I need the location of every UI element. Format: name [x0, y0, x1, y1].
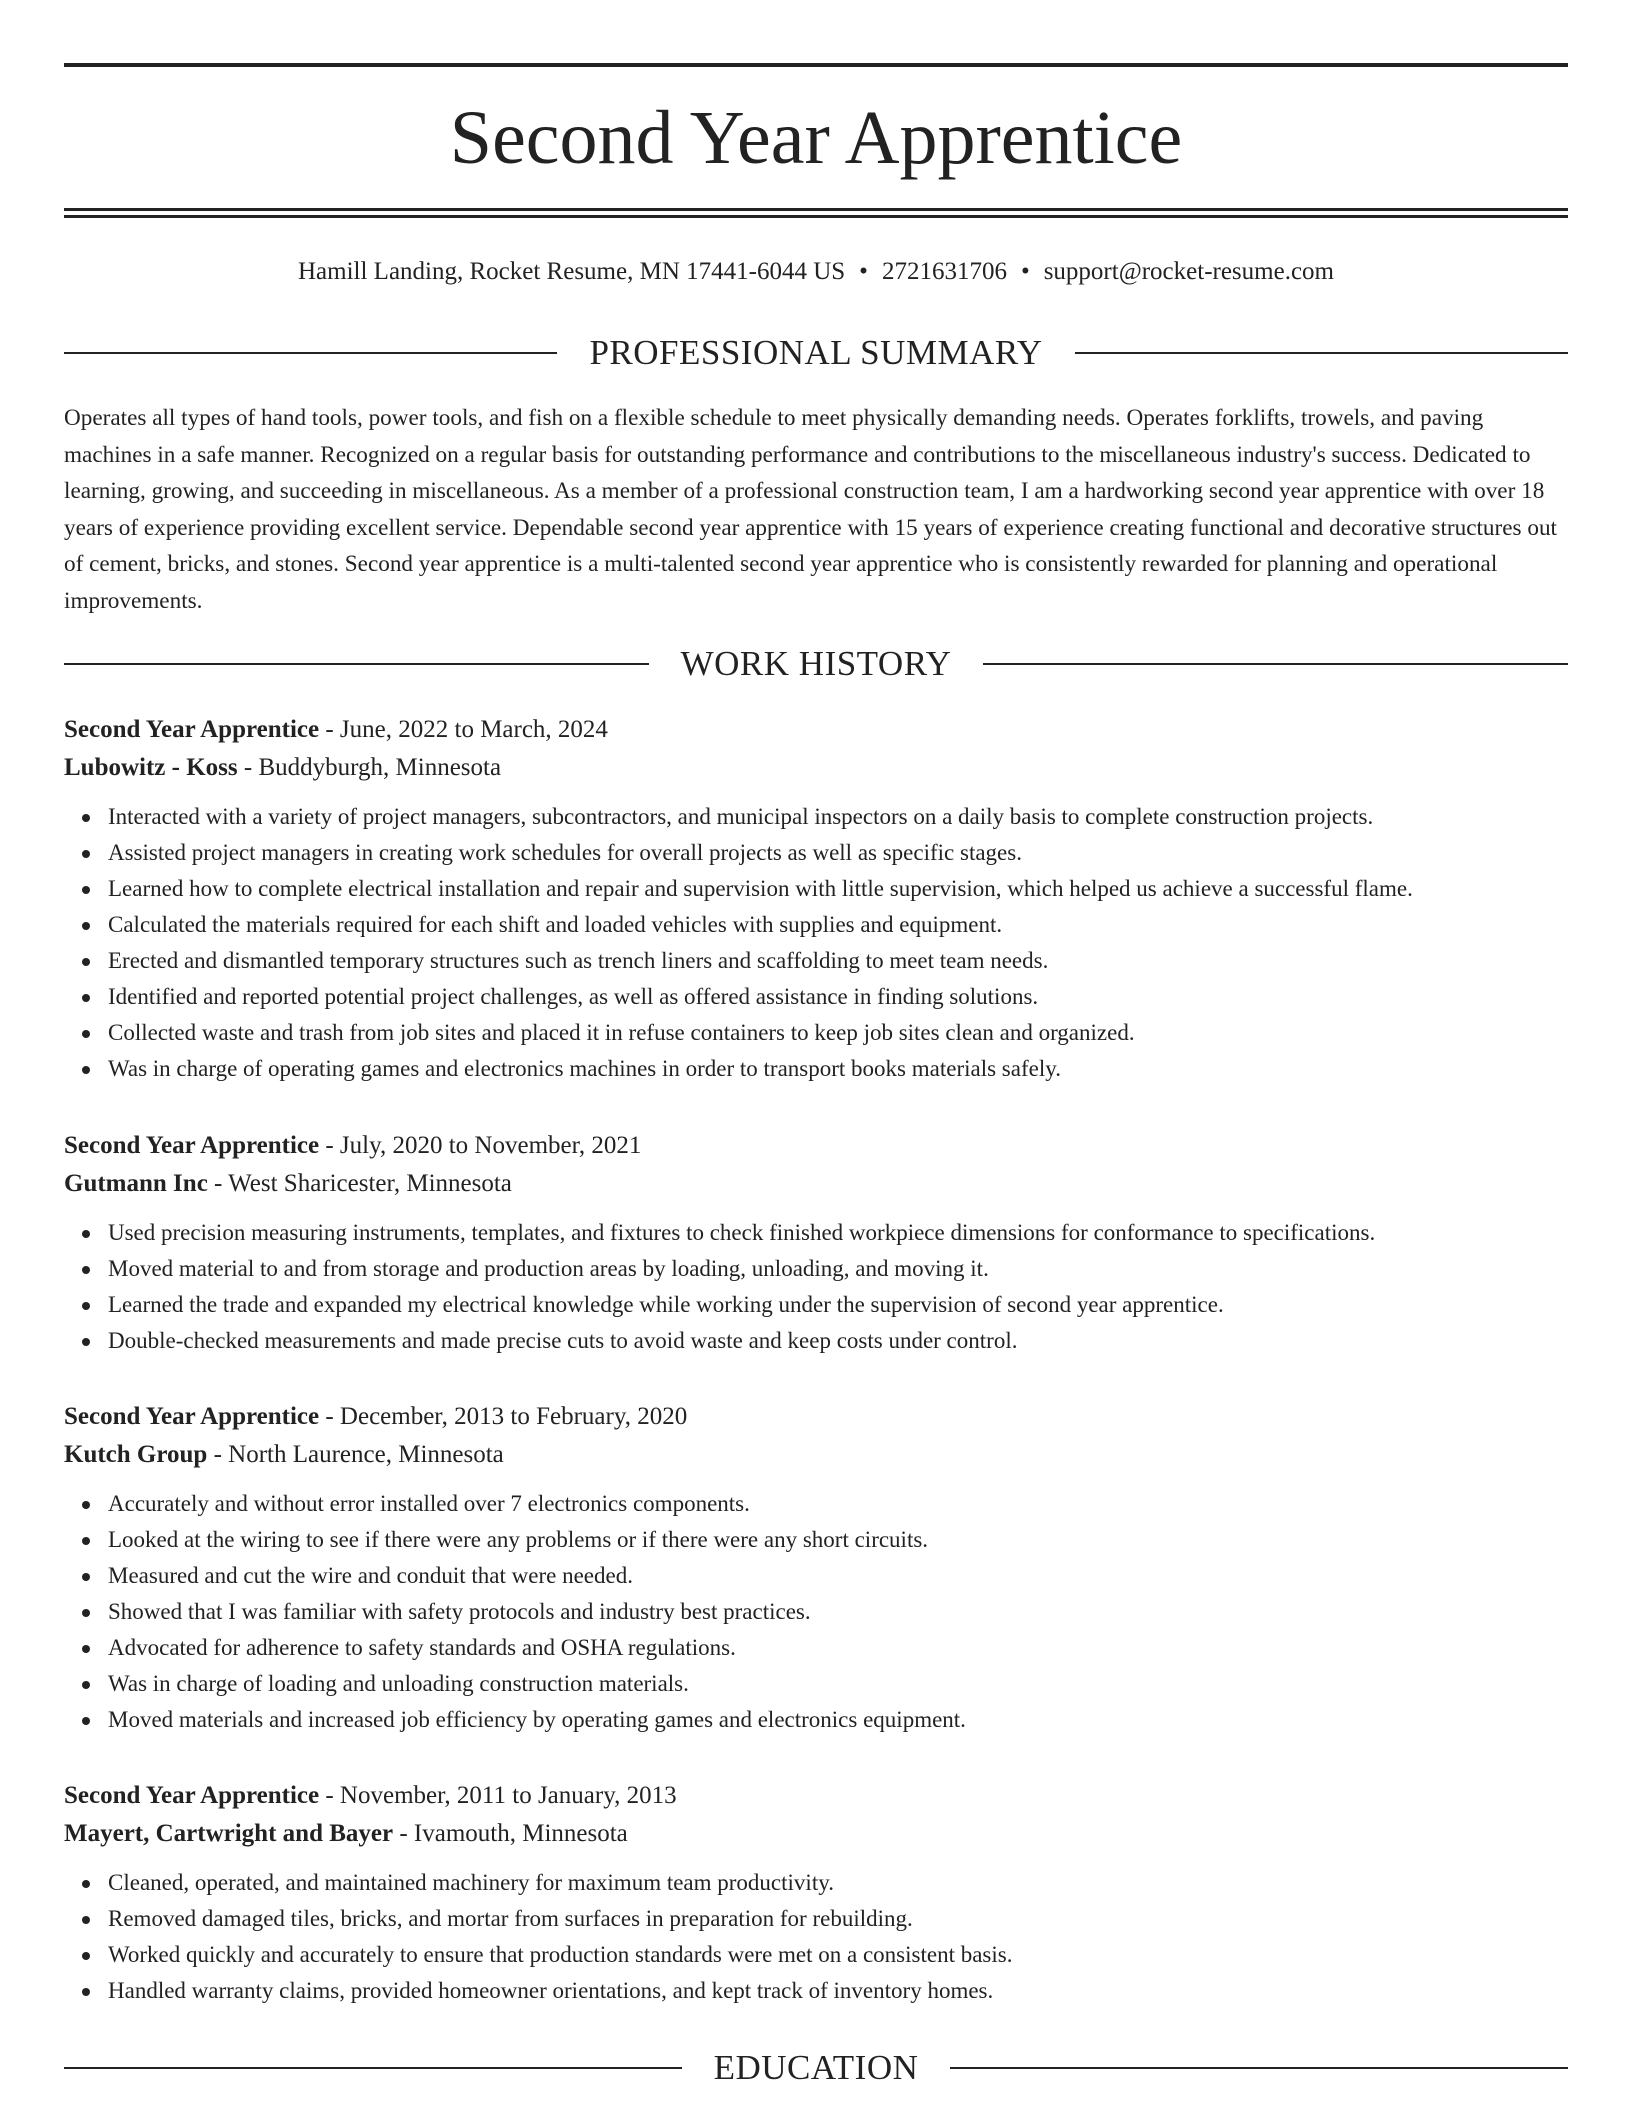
job-company-line	[64, 749, 1568, 787]
list-item: Was in charge of operating games and electronics machines in order to transport books materials safely.	[108, 1051, 1568, 1087]
job-dates: - November, 2011 to January, 2013	[319, 1782, 677, 1809]
section-rule-left	[64, 2067, 682, 2069]
section-header-education	[64, 2046, 1568, 2090]
job-company-line	[64, 1165, 1568, 1203]
job-title-line	[64, 1127, 1568, 1165]
job-location: - Buddyburgh, Minnesota	[237, 754, 502, 781]
job-bullets	[64, 1486, 1568, 1738]
job-company-line	[64, 1436, 1568, 1474]
list-item: Learned how to complete electrical installation and repair and supervision with little supervision, which helped us achieve a successful flame.	[108, 871, 1568, 907]
contact-phone: 2721631706	[881, 258, 1007, 285]
job-location: - Ivamouth, Minnesota	[393, 1820, 628, 1847]
job-company: Gutmann Inc	[64, 1170, 208, 1197]
section-rule-left	[64, 663, 649, 665]
section-title: WORK HISTORY	[680, 644, 952, 683]
list-item: Was in charge of loading and unloading construction materials.	[108, 1666, 1568, 1702]
contact-separator: •	[1020, 258, 1030, 285]
job-title-line	[64, 1777, 1568, 1815]
list-item: Advocated for adherence to safety standards and OSHA regulations.	[108, 1630, 1568, 1666]
list-item: Showed that I was familiar with safety protocols and industry best practices.	[108, 1594, 1568, 1630]
job-entry	[64, 1398, 1568, 1738]
job-location: - West Sharicester, Minnesota	[207, 1170, 512, 1197]
job-entry	[64, 1777, 1568, 2009]
job-company-line	[64, 1815, 1568, 1853]
job-title: Second Year Apprentice	[64, 1782, 320, 1809]
job-entry	[64, 711, 1568, 1087]
list-item: Accurately and without error installed over 7 electronics components.	[108, 1486, 1568, 1522]
job-bullets	[64, 1865, 1568, 2009]
list-item: Worked quickly and accurately to ensure that production standards were met on a consistent basis.	[108, 1937, 1568, 1973]
contact-separator: •	[859, 258, 868, 285]
job-title-line	[64, 1398, 1568, 1436]
list-item: Identified and reported potential project challenges, as well as offered assistance in finding solutions.	[108, 979, 1568, 1015]
section-rule-right	[983, 663, 1568, 665]
job-company: Kutch Group	[64, 1441, 208, 1468]
section-rule-left	[64, 352, 557, 354]
job-title: Second Year Apprentice	[64, 1403, 320, 1430]
job-bullets	[64, 1215, 1568, 1359]
list-item: Interacted with a variety of project managers, subcontractors, and municipal inspectors on a daily basis to complete construction projects.	[108, 799, 1568, 835]
list-item: Moved materials and increased job efficiency by operating games and electronics equipment.	[108, 1702, 1568, 1738]
summary-text: Operates all types of hand tools, power tools, and fish on a flexible schedule to meet physically demanding needs. Operates forklifts, trowels, and paving machines in a safe manner. Recognized on a regular basis for outstanding performance and contributions to the miscellaneous industry's success. Dedicated to learning, growing, and succeeding in miscellaneous. As a member of a professional construction team, I am a hardworking second year apprentice with over 18 years of experience providing excellent service. Dependable second year apprentice with 15 years of experience creating functional and decorative structures out of cement, bricks, and stones. Second year apprentice is a multi-talented second year apprentice who is consistently rewarded for planning and operational improvements.	[64, 405, 1557, 614]
list-item: Measured and cut the wire and conduit that were needed.	[108, 1558, 1568, 1594]
job-location: - North Laurence, Minnesota	[207, 1441, 504, 1468]
list-item: Double-checked measurements and made precise cuts to avoid waste and keep costs under control.	[108, 1323, 1568, 1359]
job-title-line	[64, 711, 1568, 749]
section-rule-right	[1075, 352, 1568, 354]
job-dates: - June, 2022 to March, 2024	[319, 716, 608, 743]
list-item: Handled warranty claims, provided homeowner orientations, and kept track of inventory homes.	[108, 1973, 1568, 2009]
section-header-work-history	[64, 642, 1568, 686]
job-bullets	[64, 799, 1568, 1087]
job-company: Lubowitz - Koss	[64, 754, 238, 781]
section-title: EDUCATION	[713, 2048, 919, 2087]
list-item: Assisted project managers in creating work schedules for overall projects as well as specific stages.	[108, 835, 1568, 871]
candidate-name: Second Year Apprentice	[449, 96, 1183, 180]
job-dates: - December, 2013 to February, 2020	[319, 1403, 688, 1430]
list-item: Collected waste and trash from job sites and placed it in refuse containers to keep job sites clean and organized.	[108, 1015, 1568, 1051]
list-item: Cleaned, operated, and maintained machinery for maximum team productivity.	[108, 1865, 1568, 1901]
list-item: Used precision measuring instruments, templates, and fixtures to check finished workpiece dimensions for conformance to specifications.	[108, 1215, 1568, 1251]
list-item: Removed damaged tiles, bricks, and mortar from surfaces in preparation for rebuilding.	[108, 1901, 1568, 1937]
section-header-summary	[64, 331, 1568, 375]
job-company: Mayert, Cartwright and Bayer	[64, 1820, 394, 1847]
contact-email: support@rocket-resume.com	[1043, 258, 1334, 285]
job-dates: - July, 2020 to November, 2021	[319, 1132, 642, 1159]
list-item: Moved material to and from storage and production areas by loading, unloading, and moving it.	[108, 1251, 1568, 1287]
contact-address: Hamill Landing, Rocket Resume, MN 17441-6044 US	[298, 258, 846, 285]
list-item: Looked at the wiring to see if there were any problems or if there were any short circuits.	[108, 1522, 1568, 1558]
name-rule-upper	[64, 208, 1568, 211]
list-item: Learned the trade and expanded my electrical knowledge while working under the supervision of second year apprentice.	[108, 1287, 1568, 1323]
job-title: Second Year Apprentice	[64, 1132, 320, 1159]
section-title: PROFESSIONAL SUMMARY	[589, 333, 1043, 372]
contact-line	[64, 254, 1568, 290]
list-item: Erected and dismantled temporary structures such as trench liners and scaffolding to meet team needs.	[108, 943, 1568, 979]
job-title: Second Year Apprentice	[64, 716, 320, 743]
section-rule-right	[950, 2067, 1568, 2069]
job-entry	[64, 1127, 1568, 1359]
top-rule	[64, 63, 1568, 67]
name-rule-lower	[64, 215, 1568, 218]
list-item: Calculated the materials required for each shift and loaded vehicles with supplies and equipment.	[108, 907, 1568, 943]
